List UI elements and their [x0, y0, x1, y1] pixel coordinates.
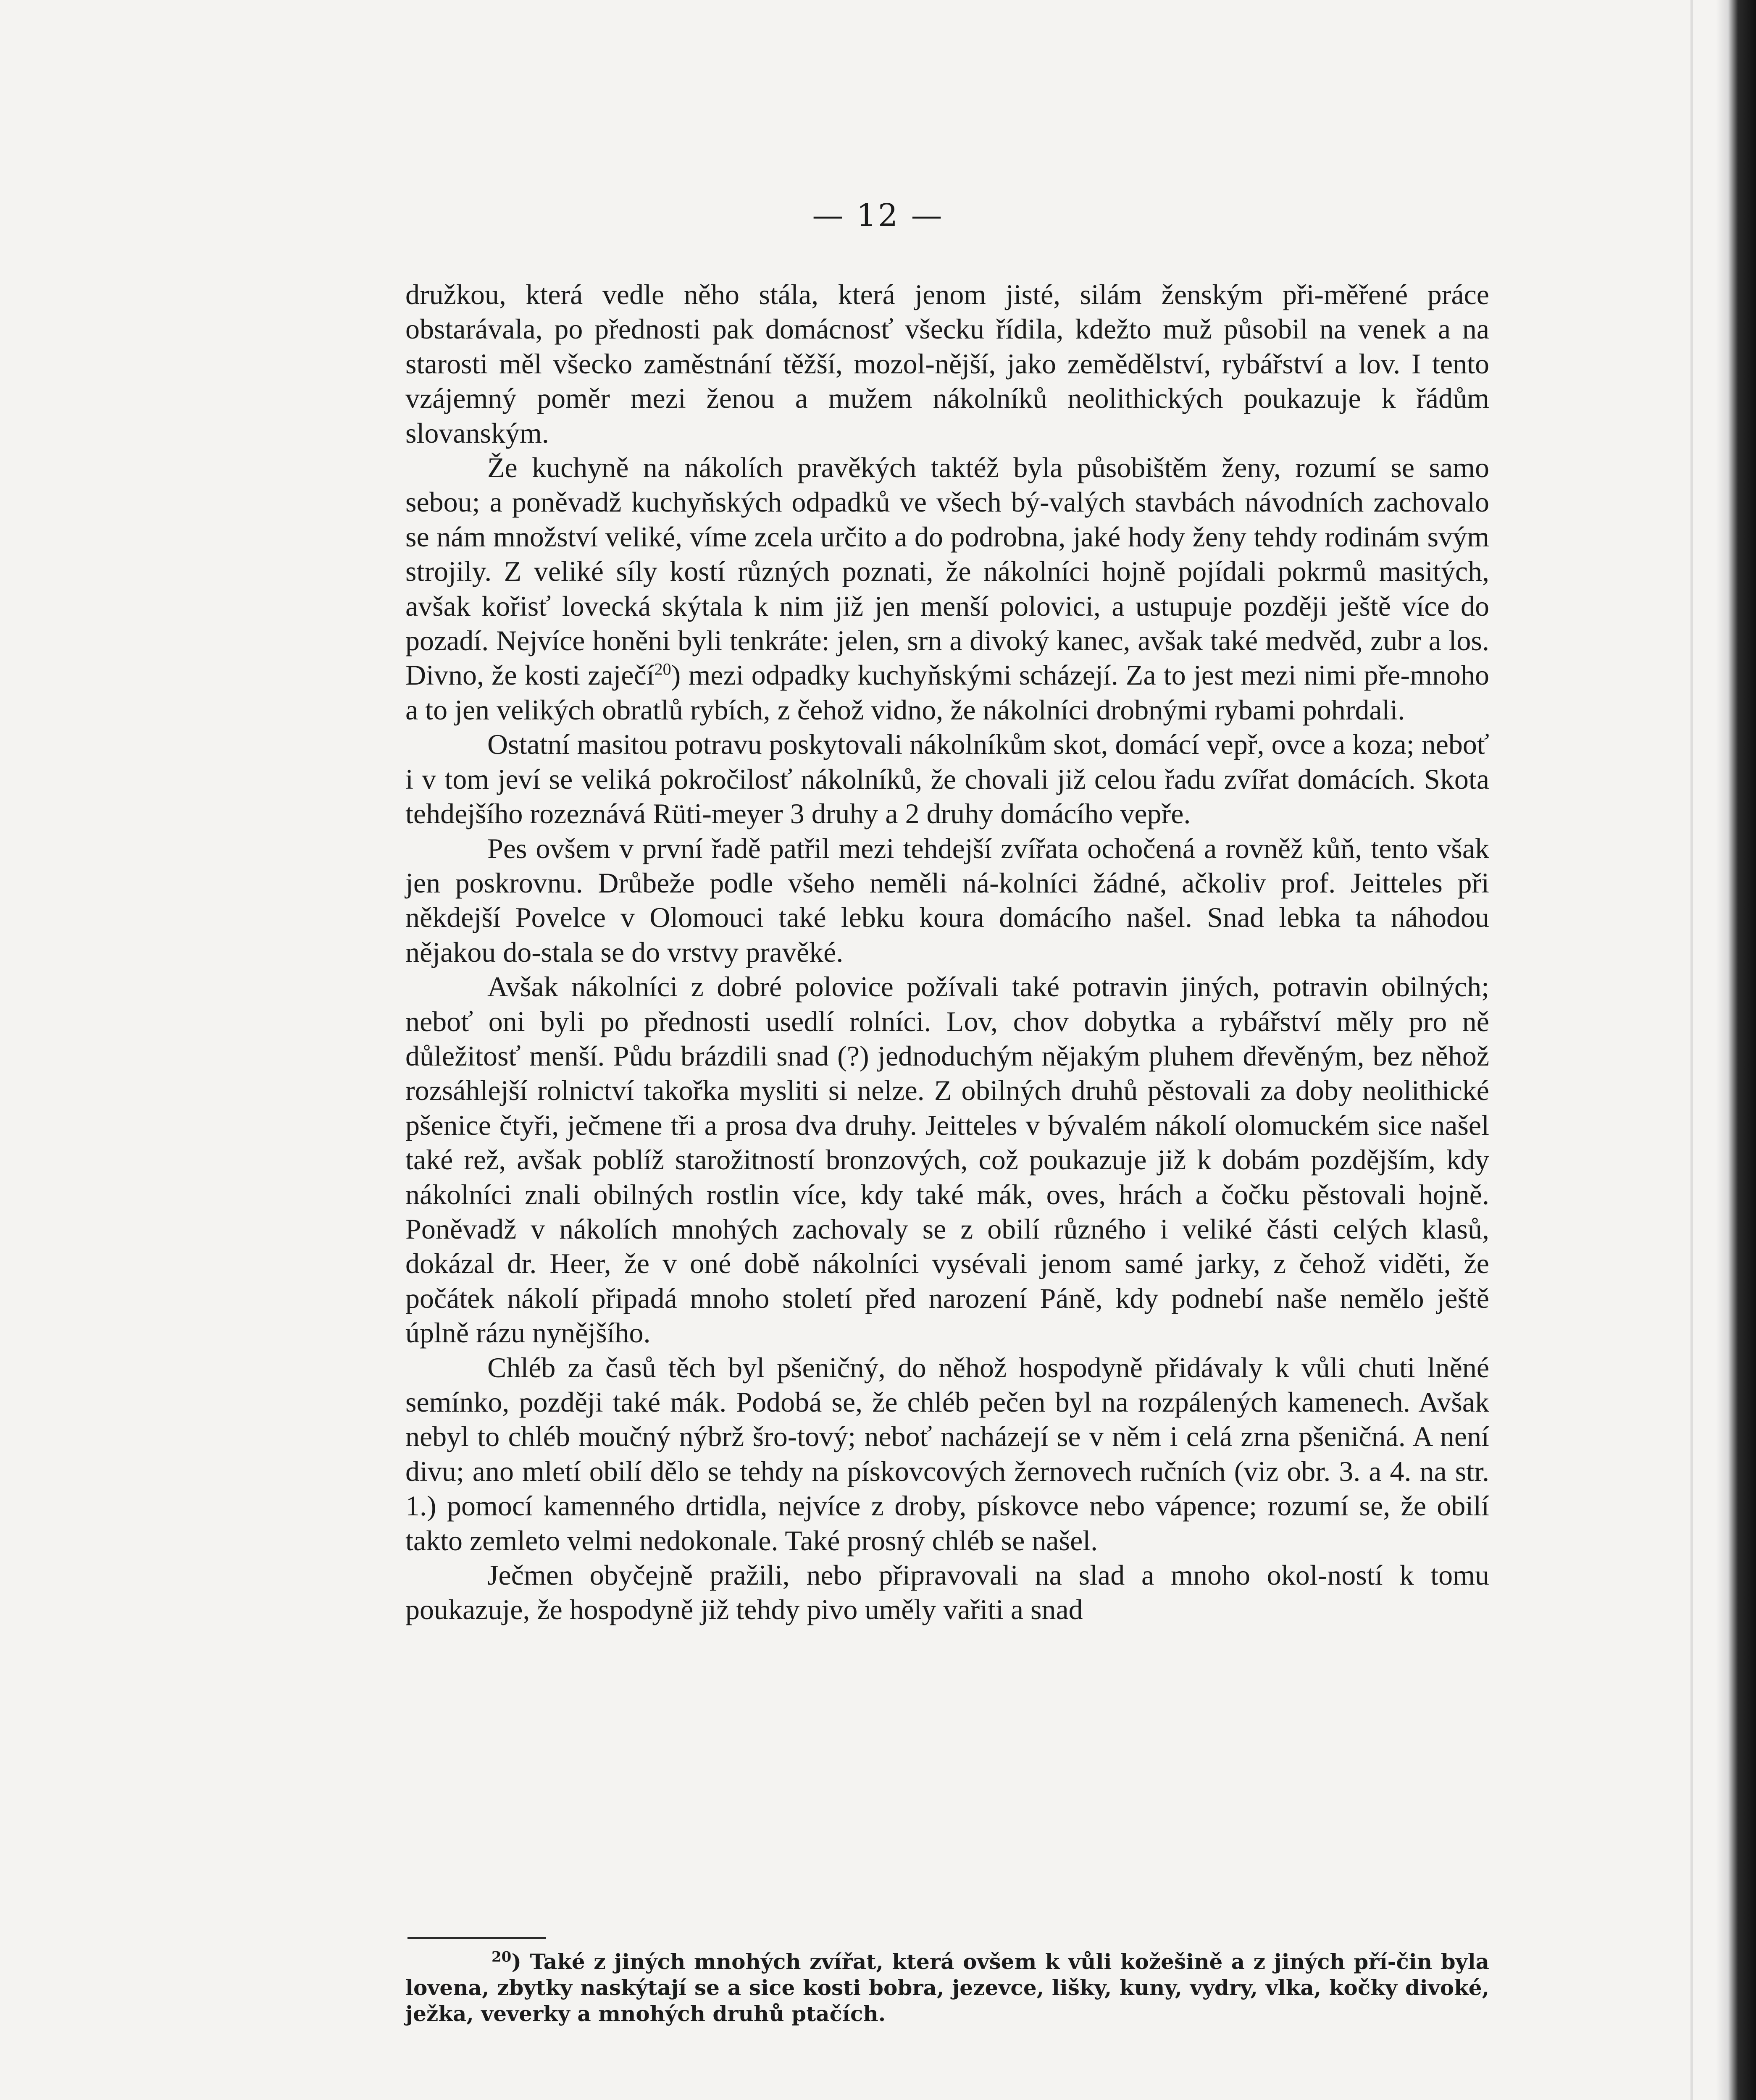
- footnote-mark: 20: [492, 1948, 512, 1966]
- paragraph: Avšak nákolníci z dobré polovice požívali také potravin jiných, potravin obilných; neboť oni byli po přednosti usedlí rolníci. Lov, chov dobytka a rybářství měly pro ně důležitosť menší. Půdu brázdili snad (?) jednoduchým nějakým pluhem dřevěným, bez něhož rozsáhlejší rolnictví takořka mysliti si nelze. Z obilných druhů pěstovali za doby neolithické pšenice čtyři, ječmene tři a prosa dva druhy. Jeitteles v bývalém nákolí olomuckém sice našel také rež, avšak poblíž starožitností bronzových, což poukazuje již k dobám pozdějším, kdy nákolníci znali obilných rostlin více, kdy také mák, oves, hrách a čočku pěstovali hojně. Poněvadž v nákolích mnohých zachovaly se z obilí různého i veliké části celých klasů, dokázal dr. Heer, že v oné době nákolníci vysévali jenom samé jarky, z čehož viděti, že počátek nákolí připadá mnoho století před narození Páně, kdy podnebí naše nemělo ještě úplně rázu nynějšího.: [405, 971, 1489, 1349]
- paragraph: Ostatní masitou potravu poskytovali nákolníkům skot, domácí vepř, ovce a koza; neboť i v tom jeví se veliká pokročilosť nákolníků, že chovali již celou řadu zvířat domácích. Skota tehdejšího rozeznává Rüti-meyer 3 druhy a 2 druhy domácího vepře.: [405, 728, 1489, 830]
- paragraph: Chléb za časů těch byl pšeničný, do něhož hospodyně přidávaly k vůli chuti lněné semínko, později také mák. Podobá se, že chléb pečen byl na rozpálených kamenech. Avšak nebyl to chléb moučný nýbrž šro-tový; neboť nacházejí se v něm i celá zrna pšeničná. A není divu; ano mletí obilí dělo se tehdy na pískovcových žernovech ručních (viz obr. 3. a 4. na str. 1.) pomocí kamenného drtidla, nejvíce z droby, pískovce nebo vápence; rozumí se, že obilí takto zemleto velmi nedokonale. Také prosný chléb se našel.: [405, 1351, 1489, 1557]
- paragraph: Pes ovšem v první řadě patřil mezi tehdejší zvířata ochočená a rovněž kůň, tento však jen poskrovnu. Drůbeže podle všeho neměli ná-kolníci žádné, ačkoliv prof. Jeitteles při někdejší Povelce v Olomouci také lebku koura domácího našel. Snad lebka ta náhodou nějakou do-stala se do vrstvy pravěké.: [405, 832, 1489, 968]
- paragraph: Ječmen obyčejně pražili, nebo připravovali na slad a mnoho okol-ností k tomu poukazuje, že hospodyně již tehdy pivo uměly vařiti a snad: [405, 1559, 1489, 1626]
- footnote-reference: 20: [654, 659, 671, 679]
- footnote-text: ) Také z jiných mnohých zvířat, která ovšem k vůli kožešině a z jiných pří-čin byla lovena, zbytky naskýtají se a sice kosti bobra, jezevce, lišky, kuny, vydry, vlka, kočky divoké, ježka, veverky a mnohých druhů ptačích.: [405, 1949, 1489, 2026]
- footnote-divider: [407, 1937, 546, 1939]
- footnote: [405, 1949, 1489, 2027]
- paragraph: [405, 450, 1489, 727]
- page-number: — 12 —: [812, 197, 944, 234]
- paragraph-text: Že kuchyně na nákolích pravěkých taktéž byla působištěm ženy, rozumí se samo sebou; a poněvadž kuchyňských odpadků ve všech bý-valých stavbách návodních zachovalo se nám množství veliké, víme zcela určito a do podrobna, jaké hody ženy tehdy rodinám svým strojily. Z veliké síly kostí různých poznati, že nákolníci hojně pojídali pokrmů masitých, avšak kořisť lovecká skýtala k nim již jen menší polovici, a ustupuje později ještě více do pozadí. Nejvíce honěni byli tenkráte: jelen, srn a divoký kanec, avšak také medvěd, zubr a los. Divno, že kosti zaječí: [405, 452, 1489, 691]
- paragraph-text: ) mezi odpadky kuchyňskými scházejí. Za to jest mezi nimi pře-mnoho a to jen velikých obratlů rybích, z čehož vidno, že nákolníci drobnými rybami pohrdali.: [405, 659, 1490, 726]
- page-fold-line: [1690, 0, 1693, 2100]
- body-text: [405, 277, 1489, 1627]
- paragraph: družkou, která vedle něho stála, která jenom jisté, silám ženským při-měřené práce obstarávala, po přednosti pak domácnosť všecku řídila, kdežto muž působil na venek a na starosti měl všecko zaměstnání těžší, mozol-nější, jako zemědělství, rybářství a lov. I tento vzájemný poměr mezi ženou a mužem nákolníků neolithických poukazuje k řádům slovanským.: [405, 278, 1489, 449]
- book-binding-edge: [1716, 0, 1756, 2100]
